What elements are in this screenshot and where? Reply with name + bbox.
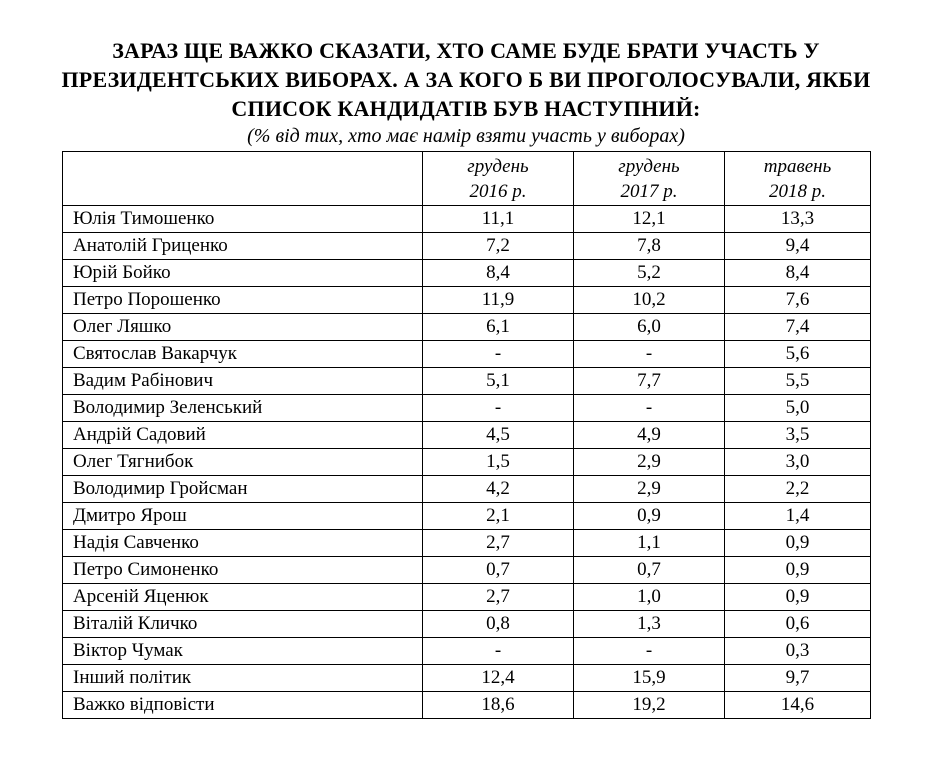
- value-may-2018: 0,9: [725, 584, 871, 611]
- value-dec-2016: 2,7: [423, 530, 574, 557]
- value-may-2018: 14,6: [725, 692, 871, 719]
- value-dec-2016: -: [423, 341, 574, 368]
- value-dec-2017: -: [574, 341, 725, 368]
- candidate-name: Олег Ляшко: [63, 314, 423, 341]
- candidate-name: Петро Порошенко: [63, 287, 423, 314]
- value-may-2018: 8,4: [725, 260, 871, 287]
- title-line-1: ЗАРАЗ ЩЕ ВАЖКО СКАЗАТИ, ХТО САМЕ БУДЕ БРАТИ УЧАСТЬ У: [112, 38, 820, 63]
- page-title: [0, 36, 932, 123]
- header-empty-cell: [63, 152, 423, 206]
- candidate-name: Важко відповісти: [63, 692, 423, 719]
- header-col-3: [725, 152, 871, 206]
- title-line-3: СПИСОК КАНДИДАТІВ БУВ НАСТУПНИЙ:: [231, 96, 701, 121]
- candidate-name: Юрій Бойко: [63, 260, 423, 287]
- value-dec-2017: -: [574, 395, 725, 422]
- value-dec-2016: -: [423, 395, 574, 422]
- value-dec-2016: 7,2: [423, 233, 574, 260]
- value-may-2018: 5,6: [725, 341, 871, 368]
- candidate-name: Святослав Вакарчук: [63, 341, 423, 368]
- value-dec-2017: 1,1: [574, 530, 725, 557]
- table-row: [63, 287, 871, 314]
- header-col-2: [574, 152, 725, 206]
- value-may-2018: 7,4: [725, 314, 871, 341]
- value-dec-2017: 1,0: [574, 584, 725, 611]
- table-row: [63, 314, 871, 341]
- candidate-name: Віктор Чумак: [63, 638, 423, 665]
- value-dec-2017: 0,9: [574, 503, 725, 530]
- value-may-2018: 5,0: [725, 395, 871, 422]
- candidate-name: Олег Тягнибок: [63, 449, 423, 476]
- candidate-name: Юлія Тимошенко: [63, 206, 423, 233]
- value-dec-2016: 11,1: [423, 206, 574, 233]
- candidate-name: Дмитро Ярош: [63, 503, 423, 530]
- value-may-2018: 9,7: [725, 665, 871, 692]
- table-row: [63, 611, 871, 638]
- value-may-2018: 9,4: [725, 233, 871, 260]
- value-dec-2016: 12,4: [423, 665, 574, 692]
- value-dec-2017: 15,9: [574, 665, 725, 692]
- value-dec-2017: 5,2: [574, 260, 725, 287]
- candidate-name: Андрій Садовий: [63, 422, 423, 449]
- table-body: [63, 206, 871, 719]
- value-may-2018: 13,3: [725, 206, 871, 233]
- value-dec-2016: 1,5: [423, 449, 574, 476]
- table-row: [63, 206, 871, 233]
- candidate-name: Інший політик: [63, 665, 423, 692]
- table-row: [63, 503, 871, 530]
- results-table: [62, 151, 871, 719]
- value-dec-2017: 6,0: [574, 314, 725, 341]
- value-may-2018: 1,4: [725, 503, 871, 530]
- table-row: [63, 665, 871, 692]
- table-row: [63, 557, 871, 584]
- value-dec-2017: 4,9: [574, 422, 725, 449]
- candidate-name: Арсеній Яценюк: [63, 584, 423, 611]
- value-dec-2016: 11,9: [423, 287, 574, 314]
- value-dec-2016: -: [423, 638, 574, 665]
- value-may-2018: 0,9: [725, 530, 871, 557]
- header-col-3-line1: травень: [763, 155, 832, 177]
- table-row: [63, 368, 871, 395]
- value-dec-2017: 2,9: [574, 476, 725, 503]
- table-row: [63, 692, 871, 719]
- value-may-2018: 0,9: [725, 557, 871, 584]
- candidate-name: Володимир Гройсман: [63, 476, 423, 503]
- header-col-1-line2: 2016 р.: [469, 180, 527, 202]
- value-dec-2016: 6,1: [423, 314, 574, 341]
- value-dec-2016: 2,7: [423, 584, 574, 611]
- candidate-name: Петро Симоненко: [63, 557, 423, 584]
- header-col-3-line2: 2018 р.: [769, 180, 826, 202]
- header-col-2-line2: 2017 р.: [620, 180, 678, 202]
- header-row: [63, 152, 871, 206]
- value-dec-2017: 0,7: [574, 557, 725, 584]
- title-line-2: ПРЕЗИДЕНТСЬКИХ ВИБОРАХ. А ЗА КОГО Б ВИ ПРОГОЛОСУВАЛИ, ЯКБИ: [61, 67, 871, 92]
- value-dec-2016: 8,4: [423, 260, 574, 287]
- value-dec-2016: 2,1: [423, 503, 574, 530]
- candidate-name: Володимир Зеленський: [63, 395, 423, 422]
- value-dec-2016: 0,7: [423, 557, 574, 584]
- candidate-name: Надія Савченко: [63, 530, 423, 557]
- candidate-name: Вадим Рабінович: [63, 368, 423, 395]
- table-row: [63, 638, 871, 665]
- value-dec-2017: 19,2: [574, 692, 725, 719]
- header-col-1: [423, 152, 574, 206]
- value-dec-2017: 10,2: [574, 287, 725, 314]
- subtitle: (% від тих, хто має намір взяти участь у виборах): [247, 125, 685, 147]
- value-dec-2017: 1,3: [574, 611, 725, 638]
- value-may-2018: 3,5: [725, 422, 871, 449]
- value-dec-2017: 12,1: [574, 206, 725, 233]
- value-dec-2016: 4,2: [423, 476, 574, 503]
- value-may-2018: 5,5: [725, 368, 871, 395]
- value-dec-2016: 5,1: [423, 368, 574, 395]
- value-may-2018: 2,2: [725, 476, 871, 503]
- value-dec-2017: 7,7: [574, 368, 725, 395]
- table-row: [63, 260, 871, 287]
- candidate-name: Віталій Кличко: [63, 611, 423, 638]
- candidate-name: Анатолій Гриценко: [63, 233, 423, 260]
- table-row: [63, 341, 871, 368]
- table-row: [63, 584, 871, 611]
- value-dec-2017: 2,9: [574, 449, 725, 476]
- value-dec-2017: -: [574, 638, 725, 665]
- value-dec-2016: 4,5: [423, 422, 574, 449]
- table-row: [63, 422, 871, 449]
- table-row: [63, 395, 871, 422]
- header-col-1-line1: грудень: [467, 155, 529, 177]
- value-may-2018: 0,3: [725, 638, 871, 665]
- header-col-2-line1: грудень: [618, 155, 680, 177]
- value-may-2018: 7,6: [725, 287, 871, 314]
- value-dec-2017: 7,8: [574, 233, 725, 260]
- table-row: [63, 449, 871, 476]
- value-dec-2016: 0,8: [423, 611, 574, 638]
- table-row: [63, 233, 871, 260]
- value-may-2018: 3,0: [725, 449, 871, 476]
- value-may-2018: 0,6: [725, 611, 871, 638]
- value-dec-2016: 18,6: [423, 692, 574, 719]
- table-row: [63, 530, 871, 557]
- table-row: [63, 476, 871, 503]
